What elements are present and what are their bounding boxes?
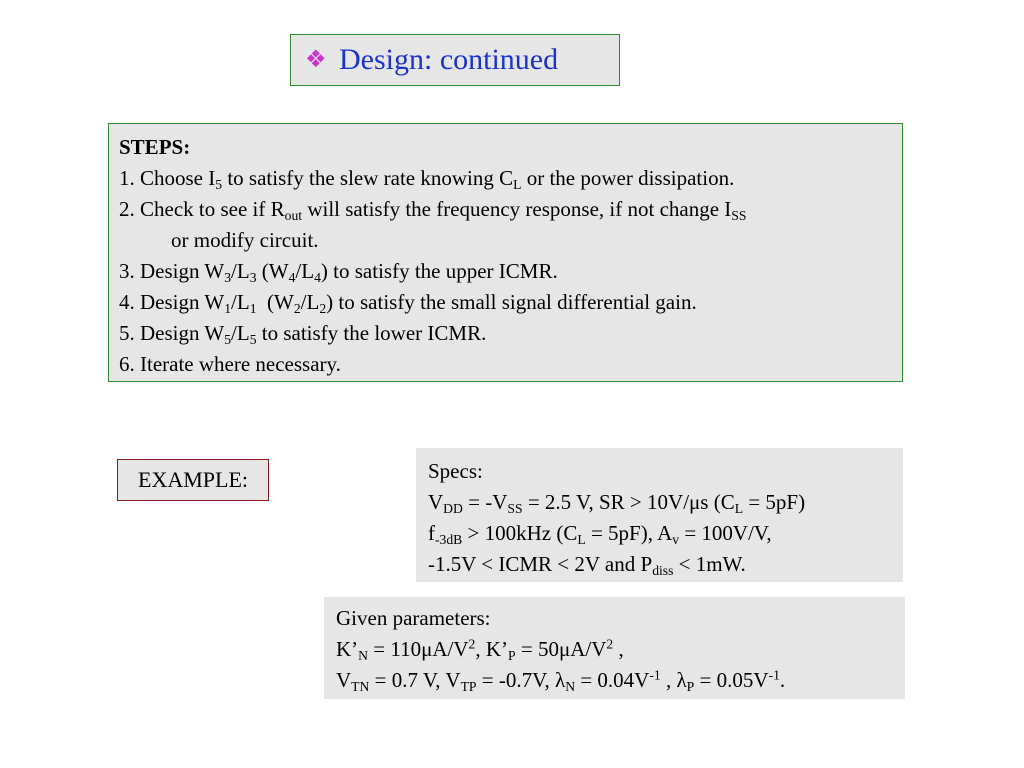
specs-heading: Specs: <box>428 459 483 483</box>
step-5: 5. Design $W_5/L_5$ to satisfy the lower ICMR. <box>119 321 487 348</box>
step-3: 3. Design $W_3/L_3$ $(W_4/L_4)$ to satisfy the upper ICMR. <box>119 259 558 286</box>
steps-heading: STEPS: <box>119 135 191 159</box>
example-label: EXAMPLE: <box>138 467 248 492</box>
specs-line-2: $f_{-3dB} > 100kHz$ $(C_L = 5pF)$, $A_v = 100V/V$, <box>428 521 772 548</box>
slide-title: Design: continued <box>339 43 559 76</box>
step-2: 2. Check to see if $R_{out}$ will satisfy the frequency response, if not change $I_{SS}$ <box>119 197 747 224</box>
step-2-continuation: or modify circuit. <box>171 228 319 252</box>
step-4: 4. Design $W_1/L_1$ $(W_2/L_2)$ to satisfy the small signal differential gain. <box>119 290 697 317</box>
example-label-box <box>117 459 269 501</box>
slide-title-box <box>290 34 620 86</box>
specs-line-1: $V_{DD} = -V_{SS} = 2.5$ V, SR > 10V/μs $(C_L = 5pF)$ <box>428 490 806 517</box>
step-6: 6. Iterate where necessary. <box>119 352 341 376</box>
given-line-1: $K’_N = 110\mu A/V^2$, $K’_P = 50\mu A/V^2$ , <box>336 636 624 664</box>
given-heading: Given parameters: <box>336 606 491 630</box>
given-parameters-box <box>324 597 905 699</box>
given-line-2: $V_{TN} = 0.7$ V, $V_{TP} = -0.7V$, $\lambda_N = 0.04V^{-1}$ , $\lambda_P = 0.05V^{-1}$. <box>336 667 786 695</box>
specs-box <box>416 448 903 582</box>
specs-line-3: -1.5V < ICMR < 2V and $P_{diss} < 1mW$. <box>428 552 746 579</box>
steps-box <box>108 123 903 382</box>
diamond-bullet-icon: ❖ <box>305 45 327 73</box>
step-1: 1. Choose $I_5$ to satisfy the slew rate knowing $C_L$ or the power dissipation. <box>119 166 735 193</box>
